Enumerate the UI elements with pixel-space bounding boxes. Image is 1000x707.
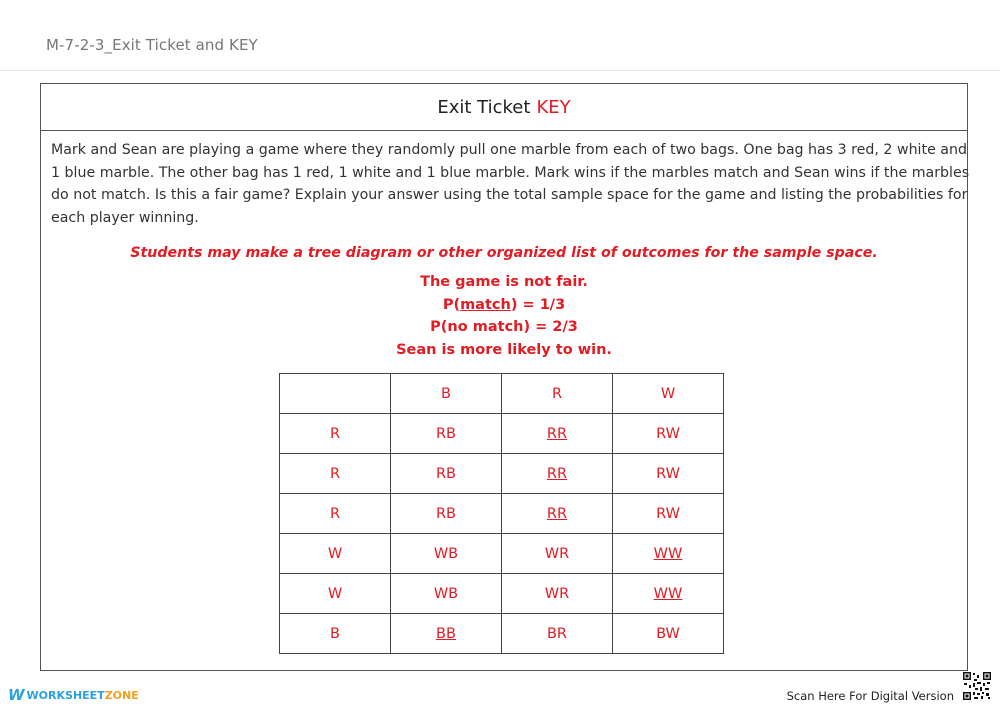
table-header-cell: R <box>502 374 613 414</box>
table-header-row <box>280 374 724 414</box>
exit-ticket-box <box>40 83 968 671</box>
logo-mark-icon: W <box>8 686 25 704</box>
table-cell: BR <box>502 614 613 654</box>
answer-p-no-match: P(no match) = 2/3 <box>430 319 578 335</box>
table-header-cell: B <box>391 374 502 414</box>
question-text: Mark and Sean are playing a game where they randomly pull one marble from each of two bags. One bag has 3 red, 2 white and 1 blue marble. The other bag has 1 red, 1 white and 1 blue marble. Mark wins if the marbles match and Sean wins if the marbles do not match. Is this a fair game? Explain your answer using the total sample space for the game and listing the probabilities for each player winning. <box>51 142 970 226</box>
table-cell: WB <box>391 534 502 574</box>
ticket-heading <box>41 84 967 131</box>
ticket-heading-text: Exit Ticket <box>437 96 531 118</box>
table-row <box>280 614 724 654</box>
row-label: W <box>280 534 391 574</box>
table-cell: RB <box>391 454 502 494</box>
answer-p-match <box>41 294 967 317</box>
table-cell-match: RR <box>502 414 613 454</box>
ticket-heading-key: KEY <box>536 96 571 118</box>
table-cell-match: RR <box>502 494 613 534</box>
answer-fairness: The game is not fair. <box>420 274 588 290</box>
table-row <box>280 574 724 614</box>
row-label: B <box>280 614 391 654</box>
table-cell: RW <box>613 494 724 534</box>
logo-text-zone: ZONE <box>104 688 139 702</box>
p-match-prefix: P( <box>442 296 461 313</box>
table-header-cell: W <box>613 374 724 414</box>
scan-caption: Scan Here For Digital Version <box>786 689 954 703</box>
answer-block <box>41 271 967 361</box>
p-match-suffix: ) = 1/3 <box>510 296 566 313</box>
row-label: R <box>280 414 391 454</box>
p-match-word: match <box>460 296 511 313</box>
table-cell-match: RR <box>502 454 613 494</box>
document-title: M-7-2-3_Exit Ticket and KEY <box>46 36 258 54</box>
table-header-cell <box>280 374 391 414</box>
table-cell-match: BB <box>391 614 502 654</box>
table-row <box>280 534 724 574</box>
table-row <box>280 454 724 494</box>
table-cell: WR <box>502 534 613 574</box>
row-label: R <box>280 454 391 494</box>
sample-space-table <box>279 373 724 654</box>
table-row <box>280 414 724 454</box>
worksheetzone-logo[interactable] <box>8 686 139 704</box>
table-cell: WB <box>391 574 502 614</box>
title-divider <box>0 70 1000 71</box>
answer-note: Students may make a tree diagram or other organized list of outcomes for the sample space. <box>130 245 878 261</box>
table-cell: RW <box>613 414 724 454</box>
table-cell: RW <box>613 454 724 494</box>
qr-code-icon[interactable] <box>962 671 992 701</box>
table-cell-match: WW <box>613 534 724 574</box>
table-cell: RB <box>391 414 502 454</box>
answer-winner: Sean is more likely to win. <box>396 341 612 358</box>
logo-text-worksheet: WORKSHEET <box>26 688 105 702</box>
row-label: R <box>280 494 391 534</box>
table-cell-match: WW <box>613 574 724 614</box>
table-cell: WR <box>502 574 613 614</box>
table-row <box>280 494 724 534</box>
table-cell: RB <box>391 494 502 534</box>
table-cell: BW <box>613 614 724 654</box>
row-label: W <box>280 574 391 614</box>
